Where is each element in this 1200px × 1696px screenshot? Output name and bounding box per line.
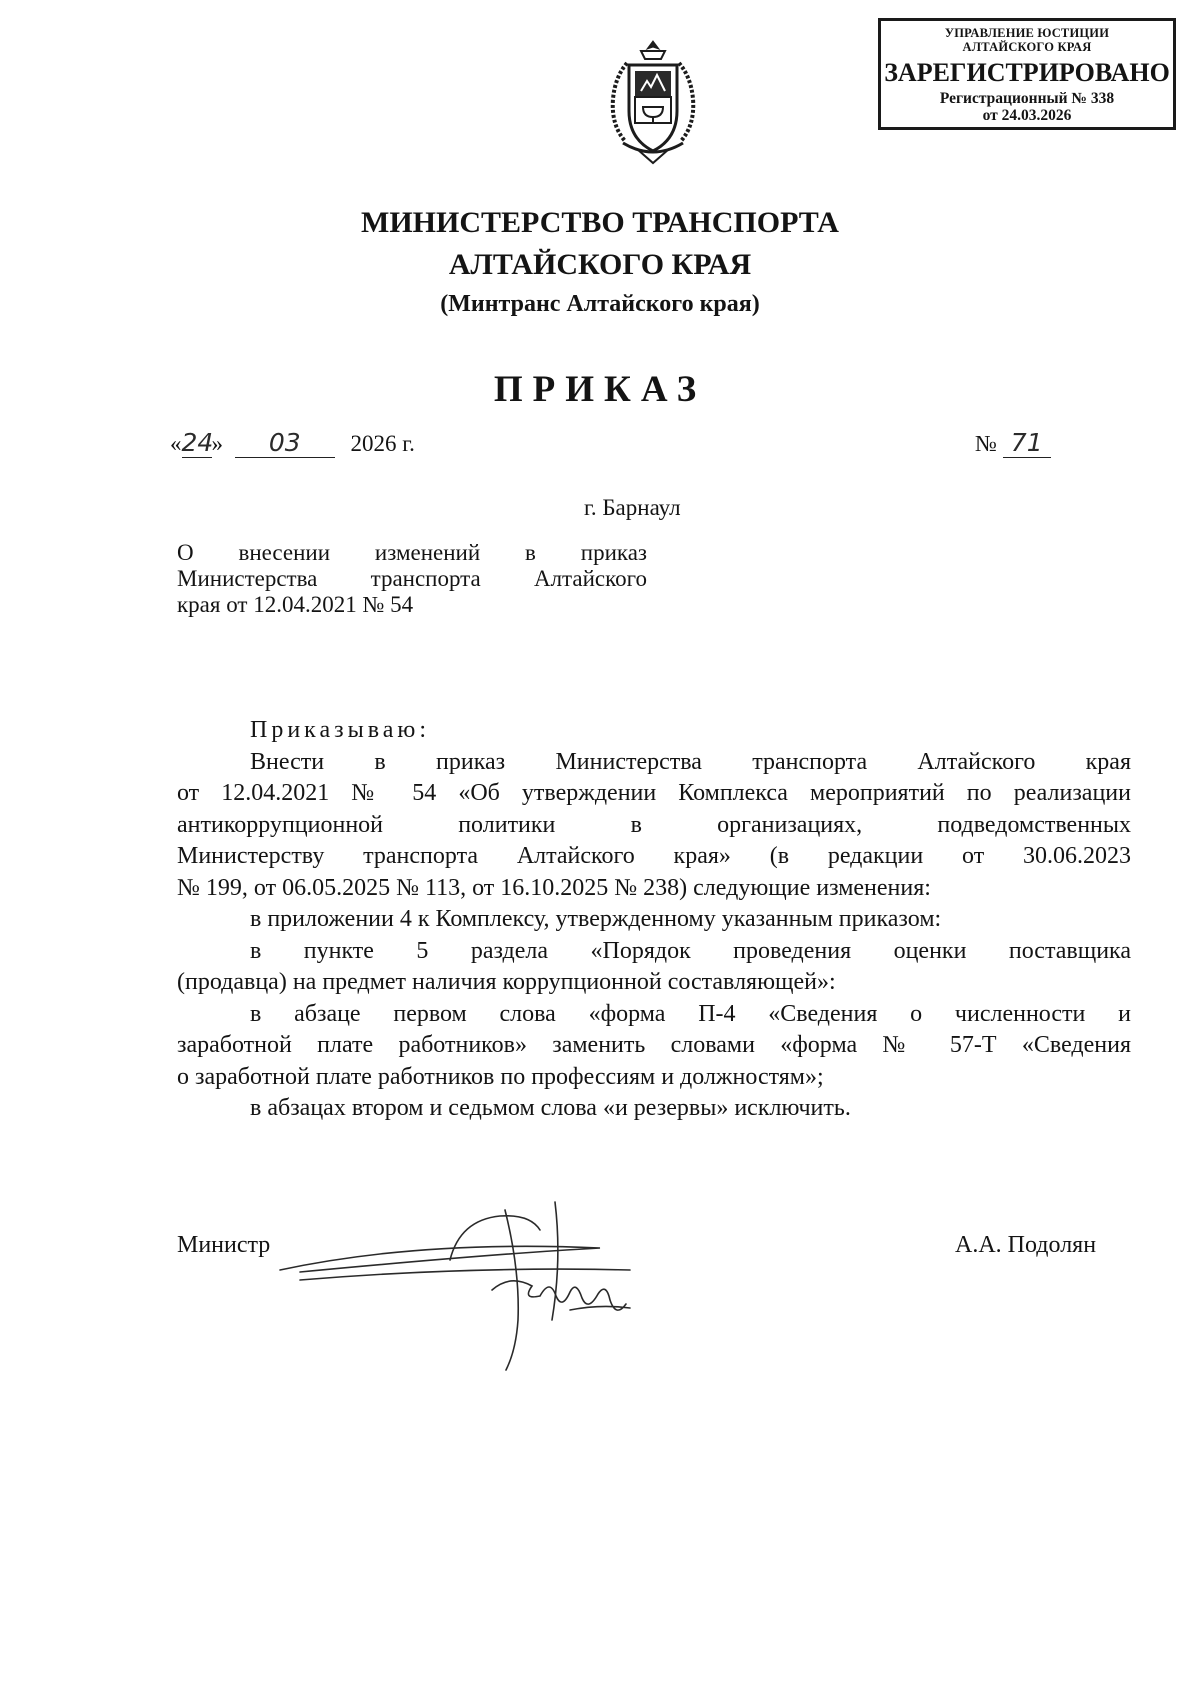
coat-of-arms-icon <box>597 37 709 171</box>
stamp-date-label: от <box>982 107 998 124</box>
stamp-region: АЛТАЙСКОГО КРАЯ <box>962 40 1092 54</box>
order-number-value: 71 <box>1010 428 1043 457</box>
order-word: Приказываю: <box>250 717 430 743</box>
date-open-quote: « <box>170 431 182 456</box>
subject-line: Министерства транспорта Алтайского <box>177 566 647 591</box>
stamp-reg-label: Регистрационный № <box>939 90 1087 107</box>
order-subject <box>177 540 647 618</box>
paragraph-line: № 199, от 06.05.2025 № 113, от 16.10.2025 № 238) следующие изменения: <box>177 874 931 901</box>
order-number-label: № <box>975 431 997 456</box>
handwritten-signature-icon <box>270 1200 700 1380</box>
paragraph-line: от 12.04.2021 № 54 «Об утверждении Комплекса мероприятий по реализации <box>177 780 1131 806</box>
date-close-quote: » <box>211 431 223 456</box>
paragraph-line: в абзаце первом слова «форма П-4 «Сведения о численности и <box>250 1000 1131 1027</box>
subject-line: края от 12.04.2021 № 54 <box>177 592 414 617</box>
paragraph-line: заработной плате работников» заменить словами «форма № 57-Т «Сведения <box>177 1032 1131 1058</box>
subject-line: О внесении изменений в приказ <box>177 540 647 565</box>
stamp-reg-line <box>881 90 1173 107</box>
stamp-authority: УПРАВЛЕНИЕ ЮСТИЦИИ <box>944 26 1110 40</box>
date-day: 24 <box>181 428 214 457</box>
order-date <box>170 428 415 458</box>
paragraph-line: Министерству транспорта Алтайского края» (в редакции от 30.06.2023 <box>177 843 1131 869</box>
document-type: ПРИКАЗ <box>493 369 707 410</box>
order-word-paragraph <box>177 715 1131 747</box>
ministry-name-line2: АЛТАЙСКОГО КРАЯ <box>448 248 752 281</box>
stamp-reg-number: 338 <box>1090 90 1115 107</box>
ministry-name-line1: МИНИСТЕРСТВО ТРАНСПОРТА <box>361 206 839 239</box>
paragraph-line: (продавца) на предмет наличия коррупционной составляющей»: <box>177 969 836 995</box>
paragraph-line: антикоррупционной политики в организациях, подведомственных <box>177 811 1131 838</box>
paragraph-line: в пункте 5 раздела «Порядок проведения оценки поставщика <box>250 937 1131 964</box>
paragraph-line: Внести в приказ Министерства транспорта Алтайского края <box>250 748 1131 775</box>
city: г. Барнаул <box>584 495 681 520</box>
ministry-name <box>0 202 1200 286</box>
stamp-date: 24.03.2026 <box>1001 107 1072 124</box>
stamp-status: ЗАРЕГИСТРИРОВАНО <box>884 58 1170 87</box>
signer-name: А.А. Подолян <box>955 1232 1097 1258</box>
paragraph: в приложении 4 к Комплексу, утвержденному указанным приказом: <box>250 906 942 932</box>
paragraph-line: о заработной плате работников по профессиям и должностям»; <box>177 1063 824 1090</box>
date-month-field <box>235 428 335 458</box>
date-month: 03 <box>268 428 301 457</box>
signer-role: Министр <box>177 1232 271 1258</box>
order-number <box>975 428 1051 458</box>
registration-stamp <box>878 18 1176 130</box>
date-year: 2026 г. <box>350 431 415 456</box>
order-number-field <box>1003 428 1051 458</box>
stamp-date-line <box>881 107 1173 124</box>
paragraph: в абзацах втором и седьмом слова «и резервы» исключить. <box>250 1095 851 1121</box>
ministry-short-name: (Минтранс Алтайского края) <box>440 291 760 317</box>
order-body <box>177 715 1131 1125</box>
date-day-field <box>182 428 212 458</box>
